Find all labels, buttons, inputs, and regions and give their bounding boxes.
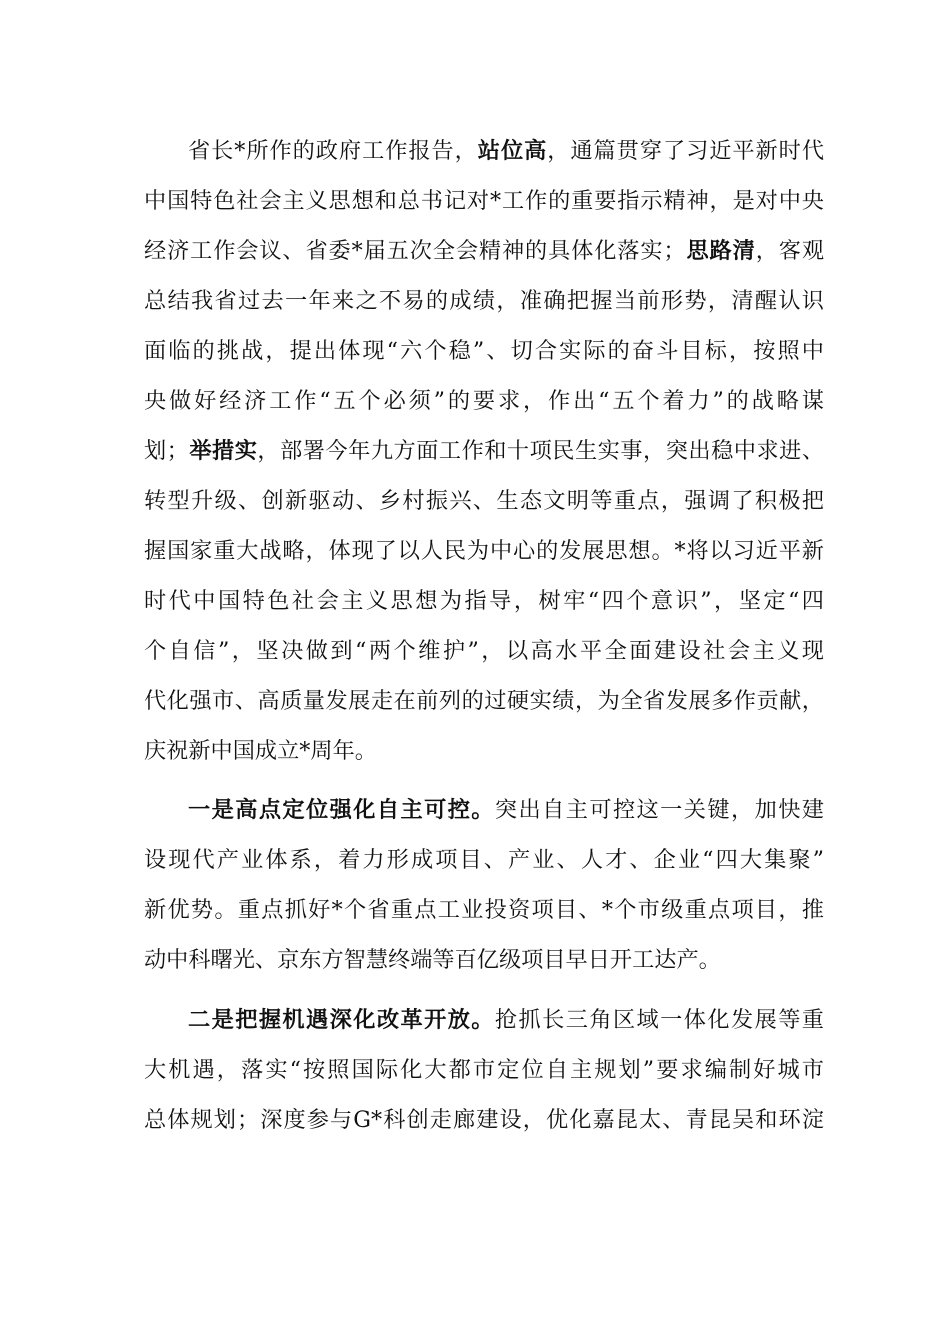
p1-line-1 xyxy=(188,126,824,176)
bold-heading: 二是把握机遇深化改革开放。 xyxy=(188,1007,495,1033)
p3-line-3: 总体规划；深度参与G*科创走廊建设，优化嘉昆太、青昆吴和环淀 xyxy=(144,1107,824,1133)
text-run: 划； xyxy=(144,438,189,464)
p3-line-1 xyxy=(188,995,824,1045)
p1-line-13: 庆祝新中国成立*周年。 xyxy=(144,738,377,764)
bold-heading: 一是高点定位强化自主可控。 xyxy=(188,797,495,823)
p1-line-10: 时代中国特色社会主义思想为指导，树牢“四个意识”，坚定“四 xyxy=(144,588,824,614)
text-run: ，通篇贯穿了习近平新时代 xyxy=(547,138,825,164)
bold-keyword: 站位高 xyxy=(477,138,548,164)
bold-keyword: 举措实 xyxy=(188,438,258,464)
p1-line-7 xyxy=(144,426,824,476)
text-run: ，部署今年九方面工作和十项民生实事，突出稳中求进、 xyxy=(257,438,825,464)
p1-line-9: 握国家重大战略，体现了以人民为中心的发展思想。*将以习近平新 xyxy=(144,538,824,564)
p2-line-4: 动中科曙光、京东方智慧终端等百亿级项目早日开工达产。 xyxy=(144,947,721,973)
p1-line-6: 央做好经济工作“五个必须”的要求，作出“五个着力”的战略谋 xyxy=(144,388,824,414)
p1-line-12: 代化强市、高质量发展走在前列的过硬实绩，为全省发展多作贡献， xyxy=(144,688,824,714)
p2-line-3: 新优势。重点抓好*个省重点工业投资项目、*个市级重点项目，推 xyxy=(144,897,824,923)
p1-line-3 xyxy=(144,226,824,276)
p1-line-4: 总结我省过去一年来之不易的成绩，准确把握当前形势，清醒认识 xyxy=(144,288,824,314)
p2-line-2: 设现代产业体系，着力形成项目、产业、人才、企业“四大集聚” xyxy=(144,847,824,873)
text-run: 经济工作会议、省委*届五次全会精神的具体化落实； xyxy=(144,238,686,264)
text-run: ，客观 xyxy=(755,238,825,264)
p1-line-2: 中国特色社会主义思想和总书记对*工作的重要指示精神，是对中央 xyxy=(144,188,824,214)
text-run: 抢抓长三角区域一体化发展等重 xyxy=(494,1007,824,1033)
p1-line-8: 转型升级、创新驱动、乡村振兴、生态文明等重点，强调了积极把 xyxy=(144,488,824,514)
p3-line-2: 大机遇，落实“按照国际化大都市定位自主规划”要求编制好城市 xyxy=(144,1057,824,1083)
text-run: 突出自主可控这一关键，加快建 xyxy=(494,797,824,823)
text-run: 省长*所作的政府工作报告， xyxy=(188,138,478,164)
p1-line-11: 个自信”，坚决做到“两个维护”，以高水平全面建设社会主义现 xyxy=(144,638,824,664)
p1-line-5: 面临的挑战，提出体现“六个稳”、切合实际的奋斗目标，按照中 xyxy=(144,338,824,364)
bold-keyword: 思路清 xyxy=(685,238,756,264)
p2-line-1 xyxy=(188,785,824,835)
